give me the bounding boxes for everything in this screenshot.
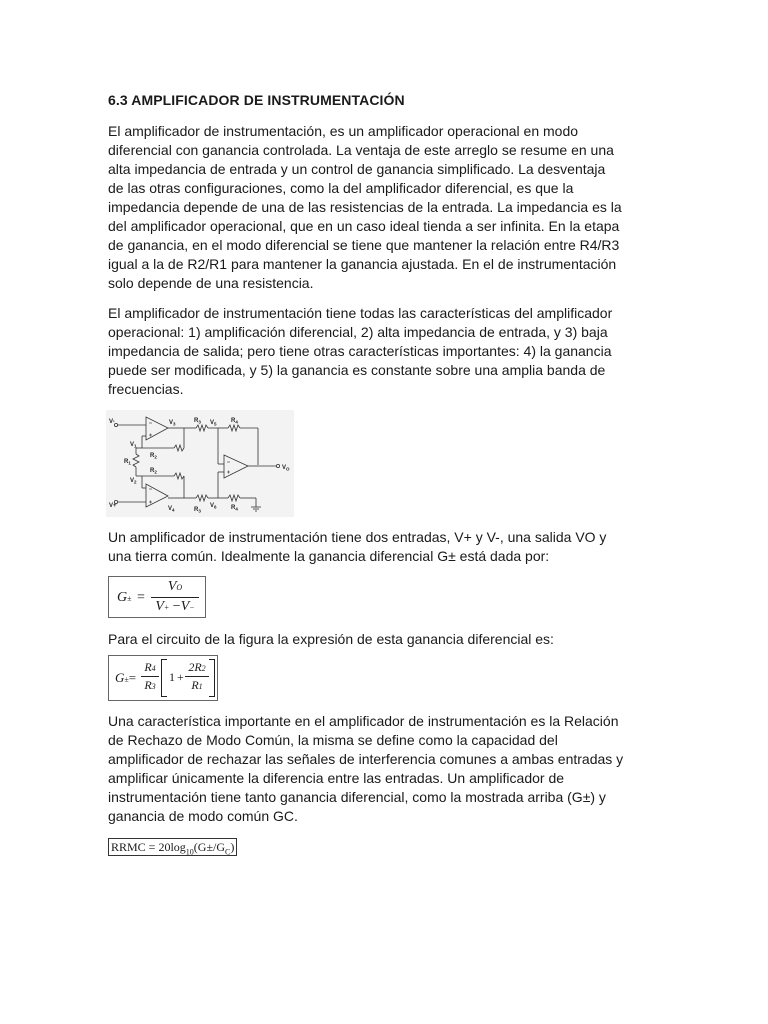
eq-one: 1 (169, 670, 175, 684)
text-line: Un amplificador de instrumentación tiene dos entradas, V+ y V-, una salida VO y (108, 529, 607, 545)
label-vplus: V+ (109, 503, 117, 509)
eq-plus: + (177, 670, 184, 684)
label-v4: $V_4$ (168, 506, 175, 513)
label-v6: $V_6$ (210, 503, 217, 510)
eq-equals: = (128, 670, 137, 685)
label-v5: $V_5$ (210, 420, 217, 427)
label-v3: $V_3$ (169, 420, 176, 427)
label-v1: $V_1$ (130, 442, 137, 449)
text-line: una tierra común. Idealmente la ganancia diferencial G± está dada por: (108, 548, 550, 564)
paragraph-5 (108, 712, 664, 826)
text-line: amplificar únicamente la diferencia entre las entradas. Un amplificador de (108, 770, 565, 786)
rrmc-body: (G±/G (193, 840, 226, 854)
eq-subscript: ± (127, 594, 132, 603)
label-r3-top: $R_3$ (194, 418, 201, 425)
eq-subscript: ± (124, 675, 129, 684)
label-r4-top: $R_4$ (231, 418, 238, 425)
eq-subscript: 2 (201, 664, 206, 673)
eq-numerator: R (144, 660, 152, 674)
label-r3-bottom: $R_3$ (194, 507, 201, 514)
instrumentation-amplifier-circuit (106, 410, 294, 517)
text-line: del amplificador operacional, que en un caso ideal tienda a ser infinita. En la etapa (108, 218, 620, 234)
eq-numerator: 2R (188, 660, 202, 674)
text-line: Una característica importante en el amplificador de instrumentación es la Relación (108, 713, 619, 729)
eq-denominator: V (180, 599, 190, 614)
text-line: operacional: 1) amplificación diferencial, 2) alta impedancia de entrada, y 3) baja (108, 324, 608, 340)
text-line: Para el circuito de la figura la expresión de esta ganancia diferencial es: (108, 631, 554, 647)
rrmc-subscript: 10 (185, 847, 194, 857)
eq-fraction-2r2-r1 (185, 660, 209, 695)
eq-fraction (149, 579, 201, 617)
eq-subscript: 4 (151, 664, 156, 673)
text-line: de ganancia, en el modo diferencial se tiene que mantener la relación entre R4/R3 (108, 237, 620, 253)
paragraph-2 (108, 304, 664, 399)
eq-subscript: O (176, 583, 183, 592)
text-line: instrumentación tiene tanto ganancia diferencial, como la mostrada arriba (G±) y (108, 789, 606, 805)
text-line: diferencial con ganancia controlada. La ventaja de este arreglo se resume en una (108, 142, 614, 158)
label-vminus: V- (109, 419, 115, 425)
eq-subscript: + (163, 603, 170, 612)
paragraph-4 (108, 630, 664, 649)
label-v2: $V_2$ (130, 478, 137, 485)
text-line: solo depende de una resistencia. (108, 275, 314, 291)
eq-denominator: R (144, 678, 152, 692)
label-r2-top: $R_2$ (150, 453, 157, 460)
text-line: igual a la de R2/R1 para mantener la ganancia ajustada. En el de instrumentación (108, 256, 617, 272)
eq-numerator: V (167, 579, 177, 594)
text-line: El amplificador de instrumentación, es un amplificador operacional en modo (108, 123, 579, 139)
paragraph-3 (108, 528, 664, 566)
text-line: ganancia de modo común GC. (108, 808, 298, 824)
text-line: impedancia depende de una de las resistencias de la entrada. La impedancia es la (108, 199, 622, 215)
eq-subscript: 3 (151, 682, 156, 691)
label-r2-bottom: $R_2$ (150, 468, 157, 475)
text-line: de Rechazo de Modo Común, la misma se define como la capacidad del (108, 732, 558, 748)
text-line: de las otras configuraciones, como la del amplificador diferencial, es que la (108, 180, 574, 196)
section-heading: 6.3 AMPLIFICADOR DE INSTRUMENTACIÓN (108, 92, 405, 108)
rrmc-prefix: RRMC = 20log (111, 840, 186, 854)
equation-differential-gain (108, 576, 206, 618)
eq-denominator: R (191, 678, 199, 692)
equation-rrmc (108, 838, 237, 856)
text-line: alta impedancia de entrada y un control de ganancia simplificado. La desventaja (108, 161, 606, 177)
label-r1: $R_1$ (124, 459, 131, 466)
eq-minus: − (172, 599, 181, 614)
equation-circuit-gain (108, 655, 218, 701)
text-line: puede ser modificada, y 5) la ganancia es constante sobre una amplia banda de (108, 362, 606, 378)
eq-subscript: − (189, 603, 195, 612)
bracket-right (209, 659, 215, 697)
paragraph-1 (108, 122, 664, 293)
text-line: impedancia de salida; pero tiene otras características importantes: 4) la ganancia (108, 343, 612, 359)
eq-fraction-r4-r3 (141, 660, 159, 695)
rrmc-close: ) (230, 840, 235, 854)
eq-subscript: 1 (198, 682, 203, 691)
eq-symbol: G (115, 670, 125, 685)
eq-symbol: G (117, 590, 128, 605)
text-line: frecuencias. (108, 381, 184, 397)
label-r4-bottom: $R_4$ (231, 505, 238, 512)
bracket-left (161, 659, 167, 697)
text-line: El amplificador de instrumentación tiene todas las características del amplificador (108, 305, 613, 321)
eq-denominator: V (155, 599, 164, 614)
rrmc-subscript-c: C (225, 847, 231, 857)
label-vo: $V_O$ (282, 465, 290, 472)
text-line: amplificador de rechazar las señales de interferencia comunes a ambas entradas y (108, 751, 624, 767)
eq-equals: = (137, 590, 145, 605)
